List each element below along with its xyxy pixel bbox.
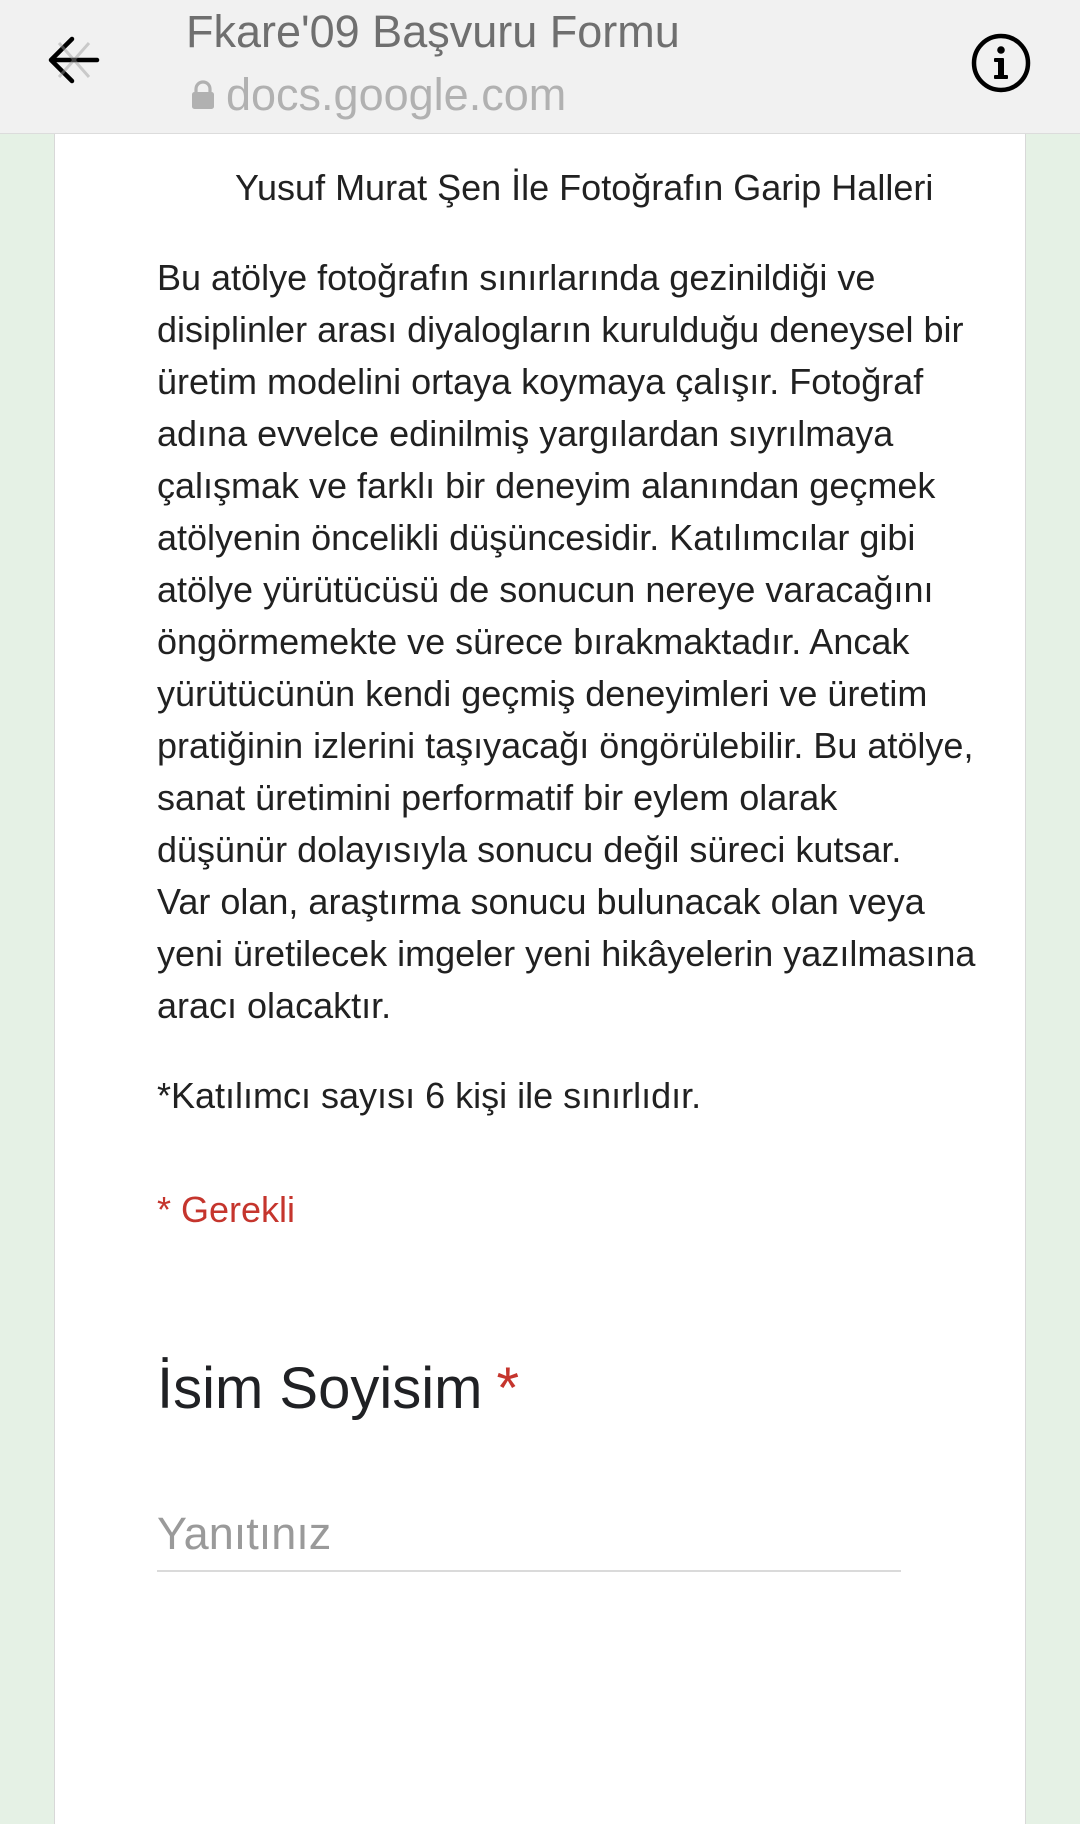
url-row <box>186 70 906 120</box>
name-surname-input[interactable] <box>157 1498 901 1572</box>
lock-icon <box>190 80 216 110</box>
form-description-title: Yusuf Murat Şen İle Fotoğrafın Garip Halleri <box>235 167 934 208</box>
form-card <box>54 134 1026 1824</box>
form-description-body: Bu atölye fotoğrafın sınırlarında gezinildiği ve disiplinler arası diyalogların kurulduğu deneysel bir üretim modelini ortaya koymaya çalışır. Fotoğraf adına evvelce edinilmiş yargılardan sıyrılmaya çalışmak ve farklı bir deneyim alanından geçmek atölyenin öncelikli düşüncesidir. Katılımcılar gibi atölye yürütücüsü de sonucun nereye varacağını öngörmemekte ve sürece bırakmaktadır. Ancak yürütücünün kendi geçmiş deneyimleri ve üretim pratiğinin izlerini taşıyacağı öngörülebilir. Bu atölye, sanat üretimini performatif bir eylem olarak düşünür dolayısıyla sonucu değil süreci kutsar. Var olan, araştırma sonucu bulunacak olan veya yeni üretilecek imgeler yeni hikâyelerin yazılmasına aracı olacaktır. <box>157 257 976 1026</box>
info-button[interactable] <box>966 28 1036 98</box>
participant-limit-note: *Katılımcı sayısı 6 kişi ile sınırlıdır. <box>157 1075 702 1116</box>
browser-top-bar <box>0 0 1080 134</box>
arrow-left-icon <box>45 31 103 89</box>
form-content <box>157 134 977 1572</box>
back-button[interactable] <box>36 22 112 98</box>
required-note: * Gerekli <box>157 1189 296 1230</box>
url-text: docs.google.com <box>226 69 567 120</box>
page-title: Fkare'09 Başvuru Formu <box>186 6 680 57</box>
question-title <box>157 1354 977 1424</box>
question-title-text: İsim Soyisim <box>157 1356 483 1421</box>
required-asterisk: * <box>496 1356 520 1421</box>
page-title-block <box>186 6 906 120</box>
info-icon <box>970 32 1032 94</box>
